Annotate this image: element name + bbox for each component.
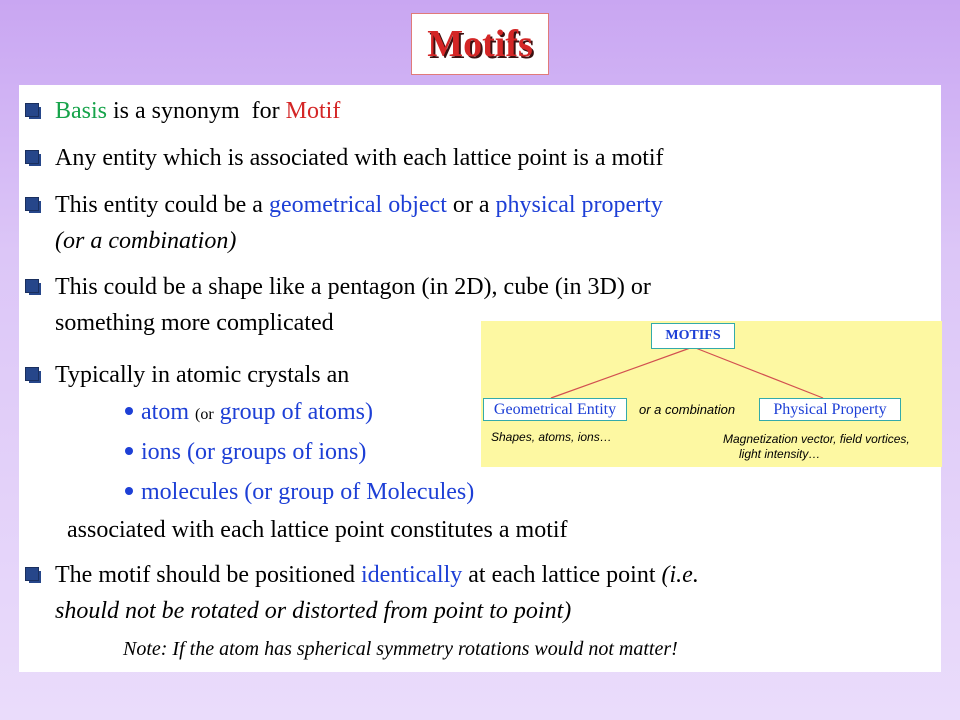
bullet-dot-icon xyxy=(125,447,133,455)
atomic-line-1: Typically in atomic crystals an xyxy=(55,362,350,388)
combination-note: (or a combination) xyxy=(55,228,237,254)
checkbox-bullet-icon xyxy=(25,197,41,213)
checkbox-bullet-icon xyxy=(25,103,41,119)
physical-description-line-2: light intensity… xyxy=(739,447,821,461)
bullet-dot-icon xyxy=(125,487,133,495)
physical-property-term: physical property xyxy=(495,192,663,218)
motifs-root-node: MOTIFS xyxy=(651,323,735,349)
checkbox-bullet-icon xyxy=(25,567,41,583)
checkbox-bullet-icon xyxy=(25,279,41,295)
sub-item-atom: atom (or group of atoms) xyxy=(125,395,373,432)
ie-text: (i.e. xyxy=(661,562,699,588)
geometrical-entity-node: Geometrical Entity xyxy=(483,398,627,421)
bullet-entity xyxy=(19,140,664,176)
bullet-object-property xyxy=(19,187,663,259)
bullet-dot-icon xyxy=(125,407,133,415)
bullet-atomic xyxy=(19,357,349,393)
shape-line-2: something more complicated xyxy=(55,310,334,336)
physical-description-line-1: Magnetization vector, field vortices, xyxy=(723,432,910,446)
positioned-text-post: at each lattice point xyxy=(462,562,662,588)
sub-item-molecules: molecules (or group of Molecules) xyxy=(125,475,474,509)
physical-property-node: Physical Property xyxy=(759,398,901,421)
bullet-positioned xyxy=(19,557,699,629)
basis-term: Basis xyxy=(55,98,108,124)
entity-text: Any entity which is associated with each lattice point is a motif xyxy=(55,145,664,171)
checkbox-bullet-icon xyxy=(25,150,41,166)
motif-diagram xyxy=(481,321,942,467)
geometrical-object-term: geometrical object xyxy=(268,192,447,218)
geometrical-description: Shapes, atoms, ions… xyxy=(491,430,612,444)
connector-right xyxy=(693,347,823,398)
motif-term: Motif xyxy=(285,98,341,124)
object-text-pre: This entity could be a xyxy=(55,192,269,218)
title-box xyxy=(411,13,549,75)
connector-left xyxy=(551,347,693,398)
object-text-mid: or a xyxy=(446,192,496,218)
sub-item-ions: ions (or groups of ions) xyxy=(125,435,366,469)
bullet-basis xyxy=(19,93,340,129)
atomic-line-end: associated with each lattice point constitutes a motif xyxy=(67,517,568,543)
identically-term: identically xyxy=(360,562,463,588)
footnote: Note: If the atom has spherical symmetry rotations would not matter! xyxy=(123,638,678,660)
shape-line-1: This could be a shape like a pentagon (in 2D), cube (in 3D) or xyxy=(55,274,651,300)
combination-label: or a combination xyxy=(639,402,736,417)
checkbox-bullet-icon xyxy=(25,367,41,383)
basis-text: is a synonym for xyxy=(107,98,286,124)
positioned-line-2: should not be rotated or distorted from point to point) xyxy=(55,598,572,624)
positioned-text-pre: The motif should be positioned xyxy=(55,562,361,588)
slide-title: Motifs xyxy=(427,23,533,65)
